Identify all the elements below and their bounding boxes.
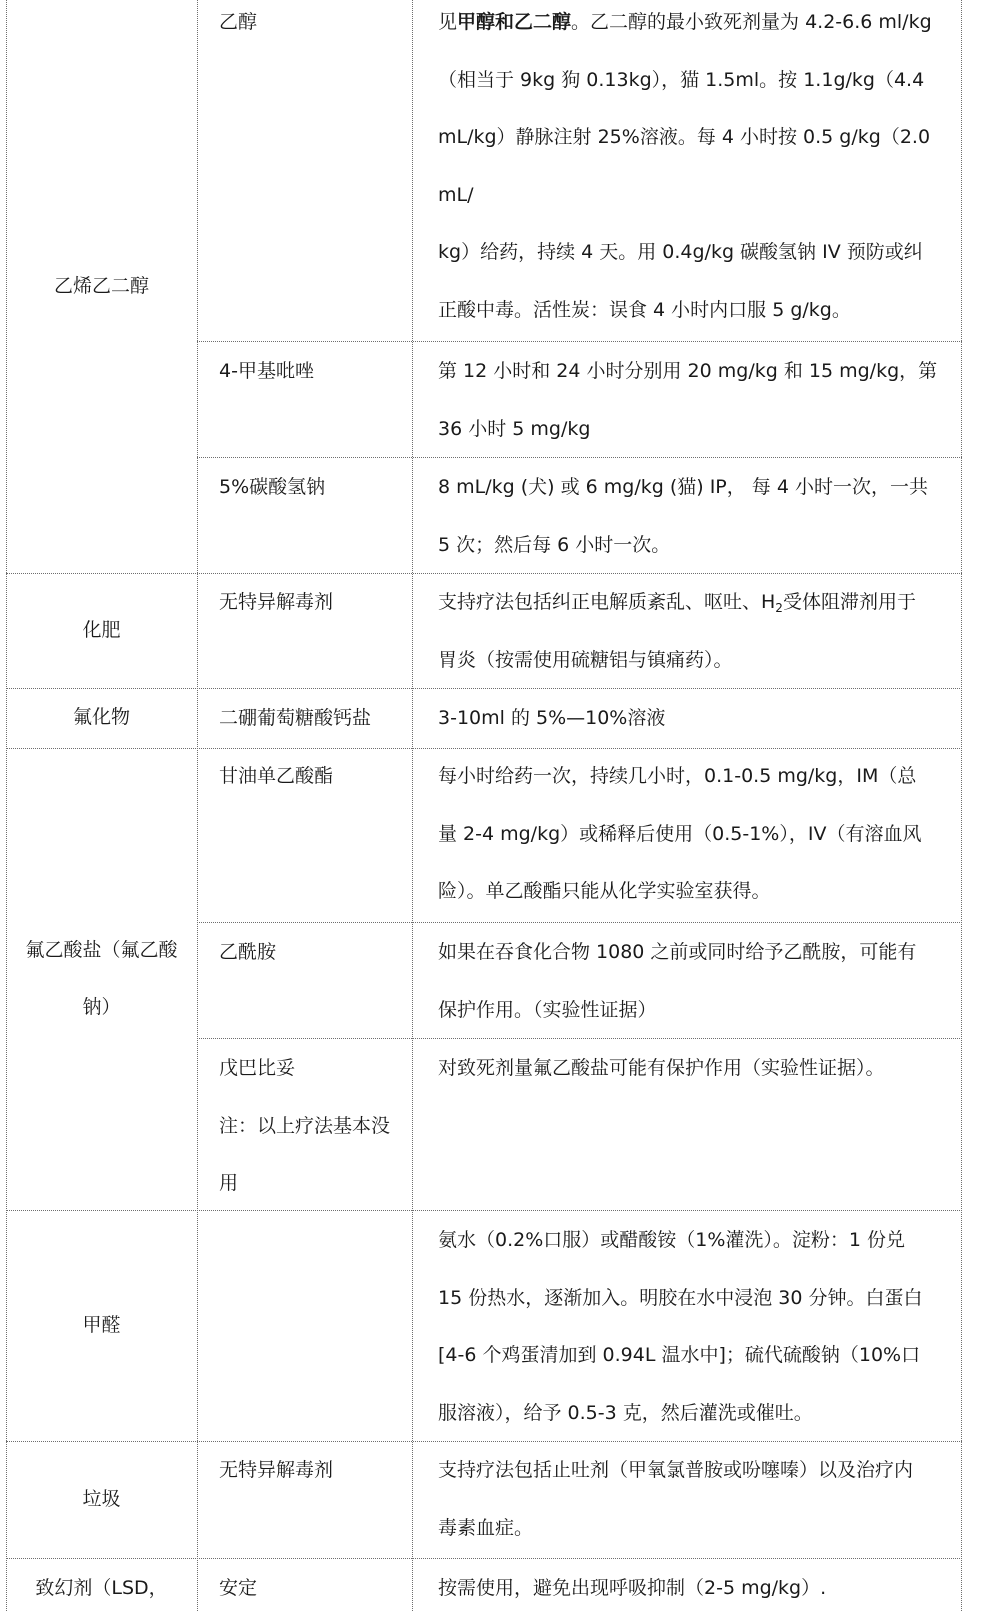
antidote-name: 乙醇 (219, 11, 258, 33)
agent-cell-formaldehyde (6, 1210, 197, 1441)
treatment-line: 5 次；然后每 6 小时一次。 (438, 533, 671, 556)
antidote-name: 二硼葡萄糖酸钙盐 (219, 707, 372, 729)
treatment-line: （相当于 9kg 狗 0.13kg），猫 1.5ml。按 1.1g/kg（4.4 (438, 68, 925, 91)
treatment-line: 正酸中毒。活性炭：误食 4 小时内口服 5 g/kg。 (438, 298, 851, 321)
treatment-line: 服溶液），给予 0.5-3 克，然后灌洗或催吐。 (438, 1401, 813, 1424)
reference-bold: 甲醇和乙二醇 (457, 11, 572, 33)
treatment-line: 对致死剂量氟乙酸盐可能有保护作用（实验性证据）。 (438, 1057, 885, 1079)
treatment-text: 。乙二醇的最小致死剂量为 4.2-6.6 ml/kg (571, 11, 932, 33)
treatment-cell-bicarbonate (426, 459, 962, 574)
agent-name: 垃圾 (82, 1487, 121, 1510)
treatment-line: 氨水（0.2%口服）或醋酸铵（1%灌洗）。淀粉：1 份兑 (438, 1229, 906, 1251)
agent-name: 甲醛 (82, 1313, 121, 1336)
agent-cell-fertilizer (6, 573, 197, 688)
agent-cell-fluoroacetate (6, 748, 197, 1210)
treatment-line: 毒素血症。 (438, 1516, 534, 1539)
treatment-cell-garbage (426, 1442, 962, 1557)
antidote-name: 安定 (219, 1577, 258, 1599)
treatment-line: 按需使用，避免出现呼吸抑制（2-5 mg/kg）. (438, 1577, 827, 1599)
treatment-line (438, 0, 962, 52)
antidote-cell-hallucinogens (207, 1560, 419, 1618)
agent-cell-hallucinogens (6, 1560, 197, 1618)
treatment-line: 支持疗法包括止吐剂（甲氧氯普胺或吩噻嗪）以及治疗内 (438, 1459, 914, 1481)
agent-cell-garbage (6, 1441, 197, 1558)
agent-name: 化肥 (82, 618, 121, 641)
antidote-note-line: 用 (219, 1172, 239, 1194)
agent-cell-ethylene-glycol (6, 0, 197, 573)
treatment-cell-ethanol (426, 0, 962, 339)
treatment-cell-pentobarbital (426, 1040, 962, 1098)
antidote-name-line: 戊巴比妥 (219, 1057, 296, 1079)
treatment-line: 15 份热水，逐渐加入。明胶在水中浸泡 30 分钟。白蛋白 (438, 1286, 923, 1309)
treatment-cell-fertilizer (426, 574, 962, 689)
treatment-cell-fluoride (426, 690, 962, 748)
agent-name-line: 钠） (82, 996, 121, 1018)
treatment-line: 如果在吞食化合物 1080 之前或同时给予乙酰胺，可能有 (438, 941, 917, 963)
row-divider (6, 1558, 962, 1559)
treatment-text: 支持疗法包括纠正电解质紊乱、呕吐、H (438, 591, 776, 613)
treatment-line: 险）。单乙酸酯只能从化学实验室获得。 (438, 880, 771, 902)
treatment-cell-formaldehyde (426, 1212, 962, 1442)
agent-name-line: 氟乙酸盐（氟乙酸 (25, 938, 178, 961)
agent-name: 致幻剂（LSD， (35, 1577, 168, 1599)
treatment-line: kg）给药，持续 4 天。用 0.4g/kg 碳酸氢钠 IV 预防或纠 (438, 241, 923, 263)
treatment-line: 胃炎（按需使用硫糖铝与镇痛药）。 (438, 648, 733, 671)
treatment-line: 每小时给药一次，持续几小时，0.1-0.5 mg/kg，IM（总 (438, 765, 917, 787)
treatment-line: 36 小时 5 mg/kg (438, 417, 591, 440)
treatment-cell-fomepizole (426, 343, 962, 458)
antidote-cell-acetamide (207, 924, 419, 982)
agent-cell-fluoride (6, 688, 197, 748)
treatment-text: 受体阻滞剂用于 (782, 591, 916, 613)
antidote-cell-fluoride (207, 690, 419, 748)
treatment-line: 3-10ml 的 5%—10%溶液 (438, 707, 666, 729)
antidote-cell-bicarbonate (207, 459, 419, 517)
antidote-cell-monoacetin (207, 748, 419, 806)
antidote-cell-ethanol (207, 0, 419, 52)
treatment-line: mL/kg）静脉注射 25%溶液。每 4 小时按 0.5 g/kg（2.0 (438, 126, 931, 148)
treatment-line (438, 574, 962, 632)
antidote-name: 4-甲基吡唑 (219, 360, 314, 382)
agent-name: 乙烯乙二醇 (53, 274, 149, 297)
treatment-cell-hallucinogens (426, 1560, 962, 1618)
antidote-cell-pentobarbital (207, 1040, 419, 1213)
antidote-name: 乙酰胺 (219, 941, 277, 963)
column-divider-1 (197, 0, 198, 1611)
antidote-name: 甘油单乙酸酯 (219, 765, 334, 787)
treatment-cell-acetamide (426, 924, 962, 1039)
agent-name: 氟化物 (72, 706, 130, 729)
treatment-line: 8 mL/kg (犬) 或 6 mg/kg (猫) IP， 每 4 小时一次，一共 (438, 476, 928, 498)
reference-prefix: 见 (438, 11, 458, 33)
treatment-line: 第 12 小时和 24 小时分别用 20 mg/kg 和 15 mg/kg，第 (438, 360, 938, 382)
treatment-cell-monoacetin (426, 748, 962, 921)
treatment-line: [4-6 个鸡蛋清加到 0.94L 温水中]；硫代硫酸钠（10%口 (438, 1344, 921, 1366)
antidote-name: 无特异解毒剂 (219, 591, 334, 613)
antidote-cell-fomepizole (207, 343, 419, 401)
antidote-name: 无特异解毒剂 (219, 1459, 334, 1481)
antidote-cell-fertilizer (207, 574, 419, 632)
treatment-line: 量 2-4 mg/kg）或稀释后使用（0.5-1%），IV（有溶血风 (438, 822, 922, 845)
antidote-name: 5%碳酸氢钠 (219, 476, 326, 498)
antidote-table (6, 0, 962, 1611)
antidote-cell-garbage (207, 1442, 419, 1500)
treatment-line: mL/ (438, 183, 474, 206)
treatment-line: 保护作用。（实验性证据） (438, 998, 657, 1021)
subrow-divider (197, 922, 962, 923)
column-divider-2 (412, 0, 413, 1611)
subscript: 2 (775, 601, 783, 615)
subrow-divider (197, 341, 962, 342)
antidote-note-line: 注：以上疗法基本没 (219, 1114, 391, 1137)
